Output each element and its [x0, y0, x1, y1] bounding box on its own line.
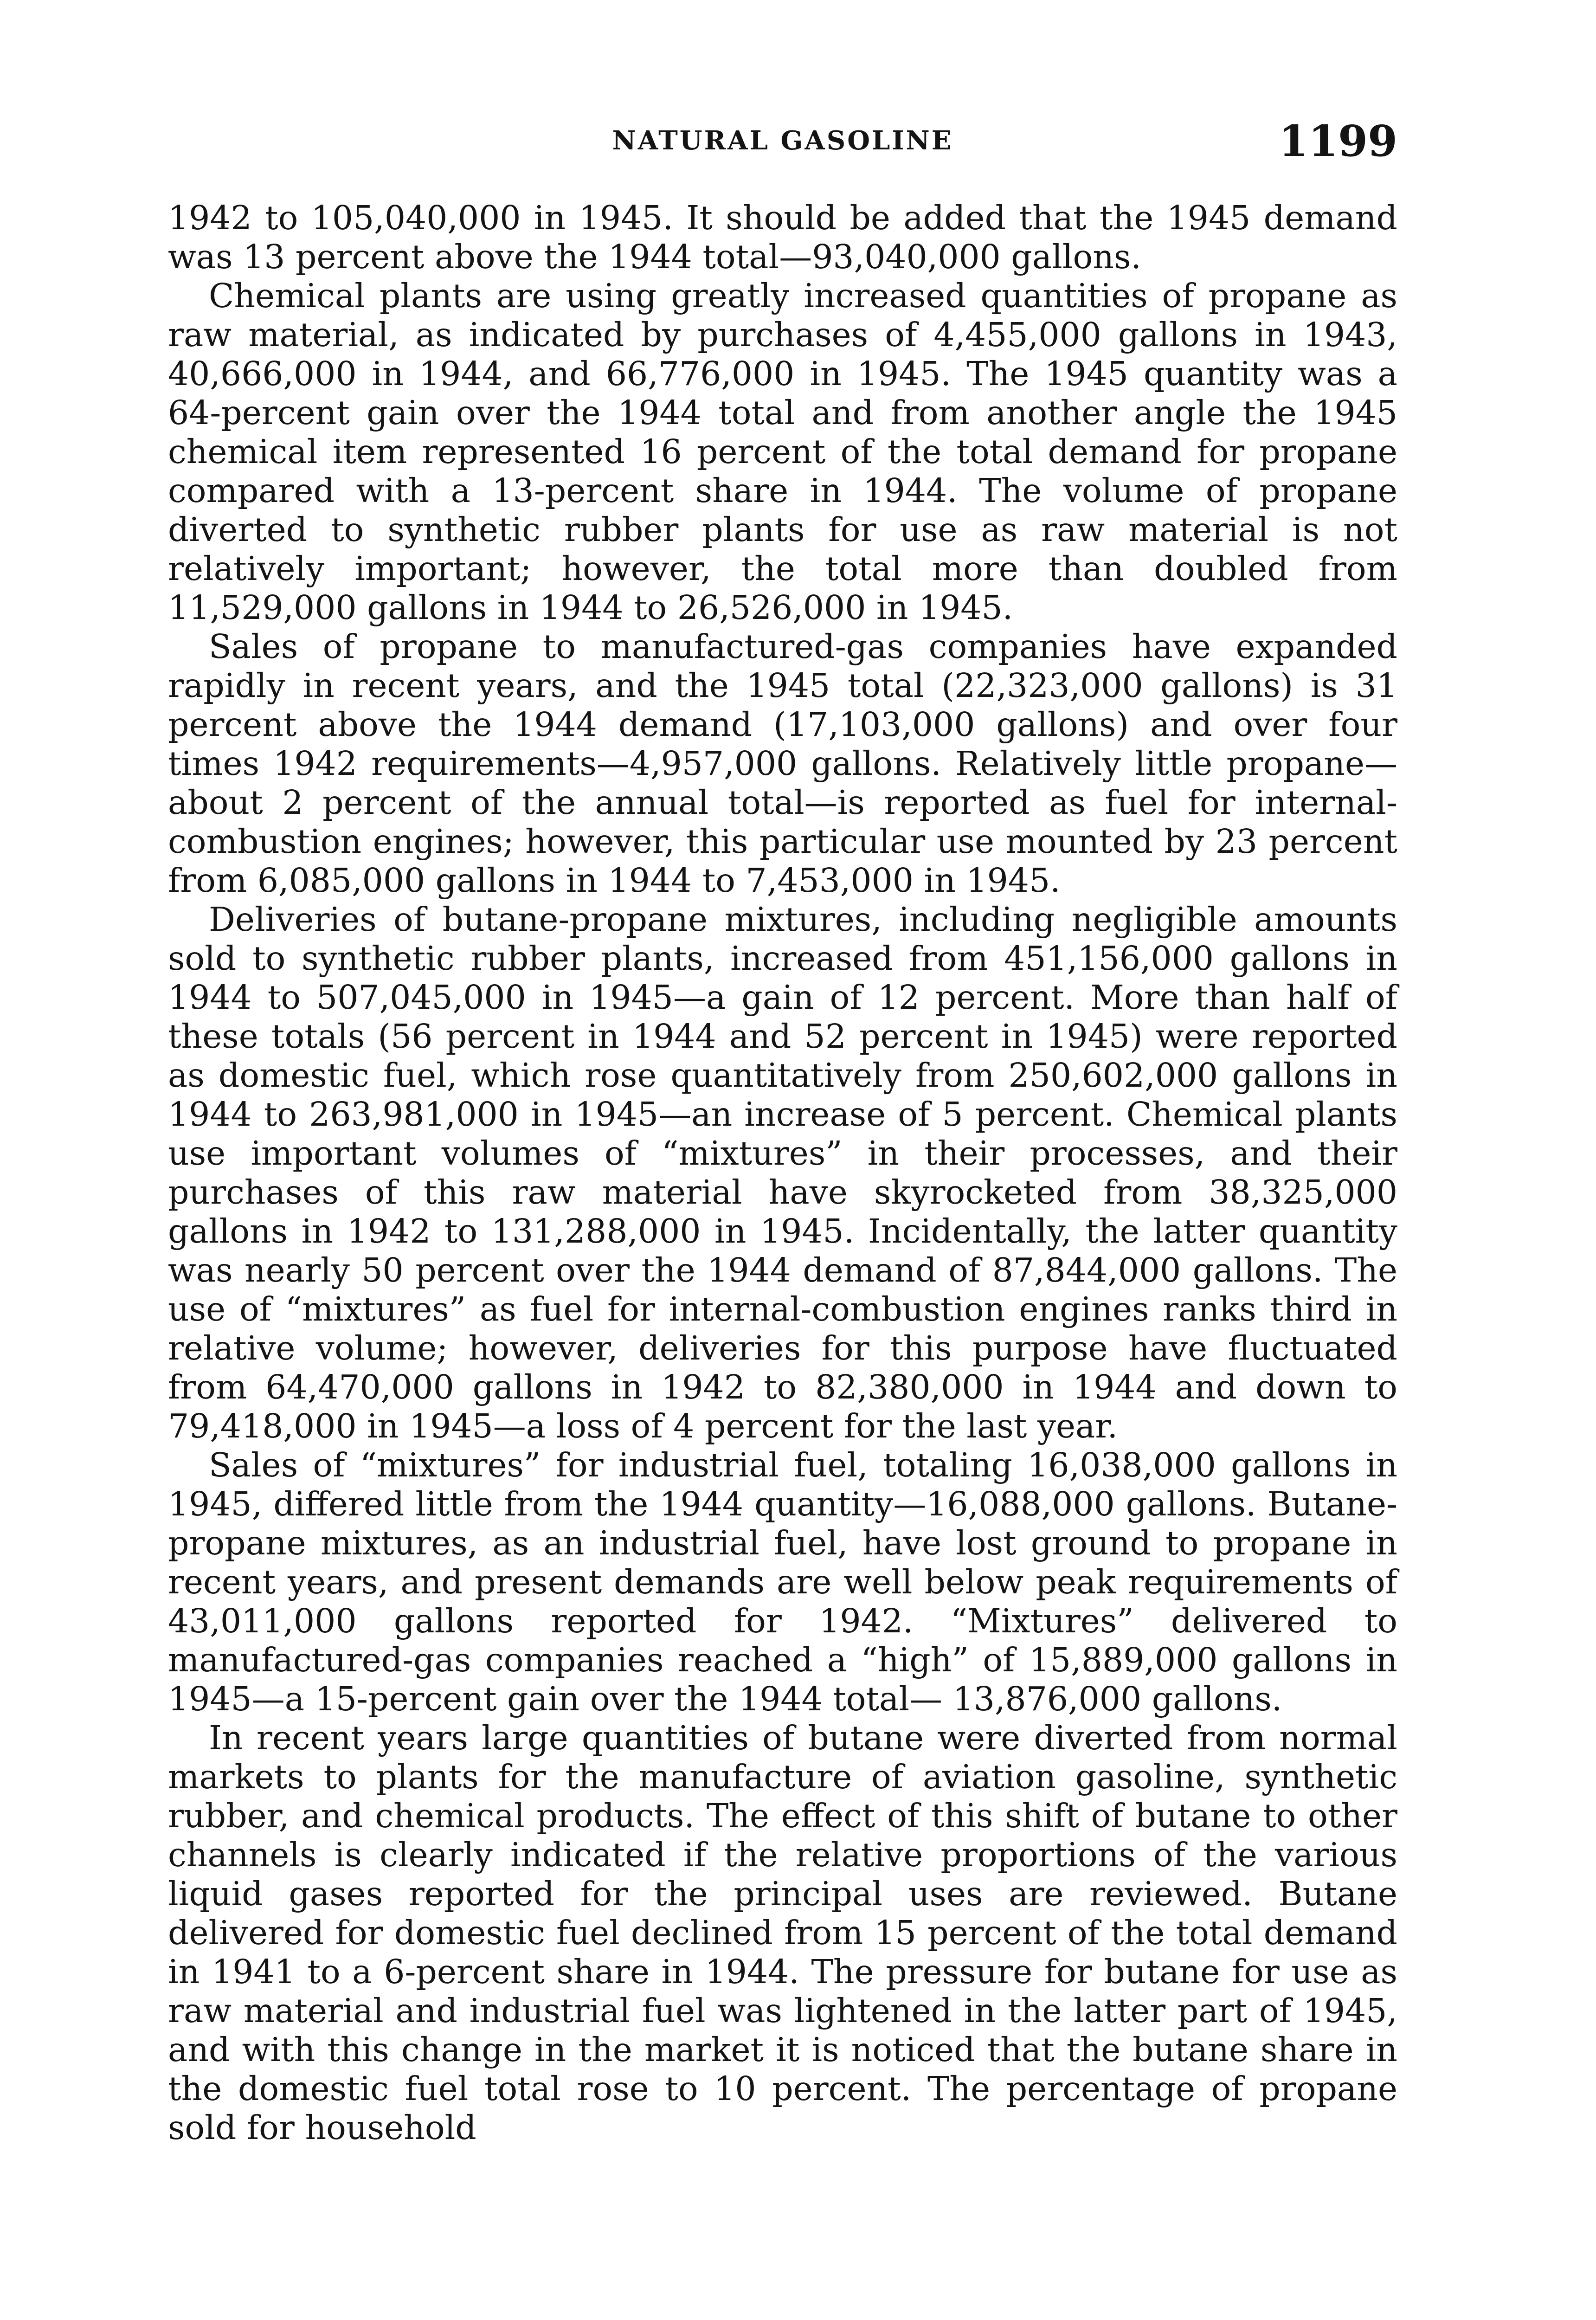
running-head: NATURAL GASOLINE — [612, 125, 953, 156]
body-text — [168, 199, 1397, 2147]
paragraph-chemical-plants-propane: Chemical plants are using greatly increased quantities of propane as raw material, as indicated by purchases of 4,455,000 gallons in 1943, 40,666,000 in 1944, and 66,776,000 in 1945. The 1945 quantity was a 64-percent gain over the 1944 total and from another angle the 1945 chemical item represented 16 percent of the total demand for propane compared with a 13-percent share in 1944. The volume of propane diverted to synthetic rubber plants for use as raw material is not relatively important; however, the total more than doubled from 11,529,000 gallons in 1944 to 26,526,000 in 1945. — [168, 277, 1397, 627]
page-header — [168, 116, 1397, 167]
paragraph-continued: 1942 to 105,040,000 in 1945. It should be added that the 1945 demand was 13 percent above the 1944 total—93,040,000 gallons. — [168, 199, 1397, 276]
paragraph-butane-diversion: In recent years large quantities of butane were diverted from normal markets to plants for the manufacture of aviation gasoline, synthetic rubber, and chemical products. The effect of this shift of butane to other channels is clearly indicated if the relative proportions of the various liquid gases reported for the principal uses are reviewed. Butane delivered for domestic fuel declined from 15 percent of the total demand in 1941 to a 6-percent share in 1944. The pressure for butane for use as raw material and industrial fuel was lightened in the latter part of 1945, and with this change in the market it is noticed that the butane share in the domestic fuel total rose to 10 percent. The percentage of propane sold for household — [168, 1719, 1397, 2147]
page-number: 1199 — [1278, 116, 1397, 166]
paragraph-industrial-fuel-mixtures: Sales of “mixtures” for industrial fuel, totaling 16,038,000 gallons in 1945, differed little from the 1944 quantity—16,088,000 gallons. Butane-propane mixtures, as an industrial fuel, have lost ground to propane in recent years, and present demands are well below peak requirements of 43,011,000 gallons reported for 1942. “Mixtures” delivered to manufactured-gas companies reached a “high” of 15,889,000 gallons in 1945—a 15-percent gain over the 1944 total— 13,876,000 gallons. — [168, 1446, 1397, 1718]
paragraph-butane-propane-mixtures: Deliveries of butane-propane mixtures, including negligible amounts sold to synthetic rubber plants, increased from 451,156,000 gallons in 1944 to 507,045,000 in 1945—a gain of 12 percent. More than half of these totals (56 percent in 1944 and 52 percent in 1945) were reported as domestic fuel, which rose quantitatively from 250,602,000 gallons in 1944 to 263,981,000 in 1945—an increase of 5 percent. Chemical plants use important volumes of “mixtures” in their processes, and their purchases of this raw material have skyrocketed from 38,325,000 gallons in 1942 to 131,288,000 in 1945. Incidentally, the latter quantity was nearly 50 percent over the 1944 demand of 87,844,000 gallons. The use of “mixtures” as fuel for internal-combustion engines ranks third in relative volume; however, deliveries for this purpose have fluctuated from 64,470,000 gallons in 1942 to 82,380,000 in 1944 and down to 79,418,000 in 1945—a loss of 4 percent for the last year. — [168, 900, 1397, 1445]
paragraph-manufactured-gas-propane: Sales of propane to manufactured-gas companies have expanded rapidly in recent years, and the 1945 total (22,323,000 gallons) is 31 percent above the 1944 demand (17,103,000 gallons) and over four times 1942 requirements—4,957,000 gallons. Relatively little propane—about 2 percent of the annual total—is reported as fuel for internal-combustion engines; however, this particular use mounted by 23 percent from 6,085,000 gallons in 1944 to 7,453,000 in 1945. — [168, 627, 1397, 900]
